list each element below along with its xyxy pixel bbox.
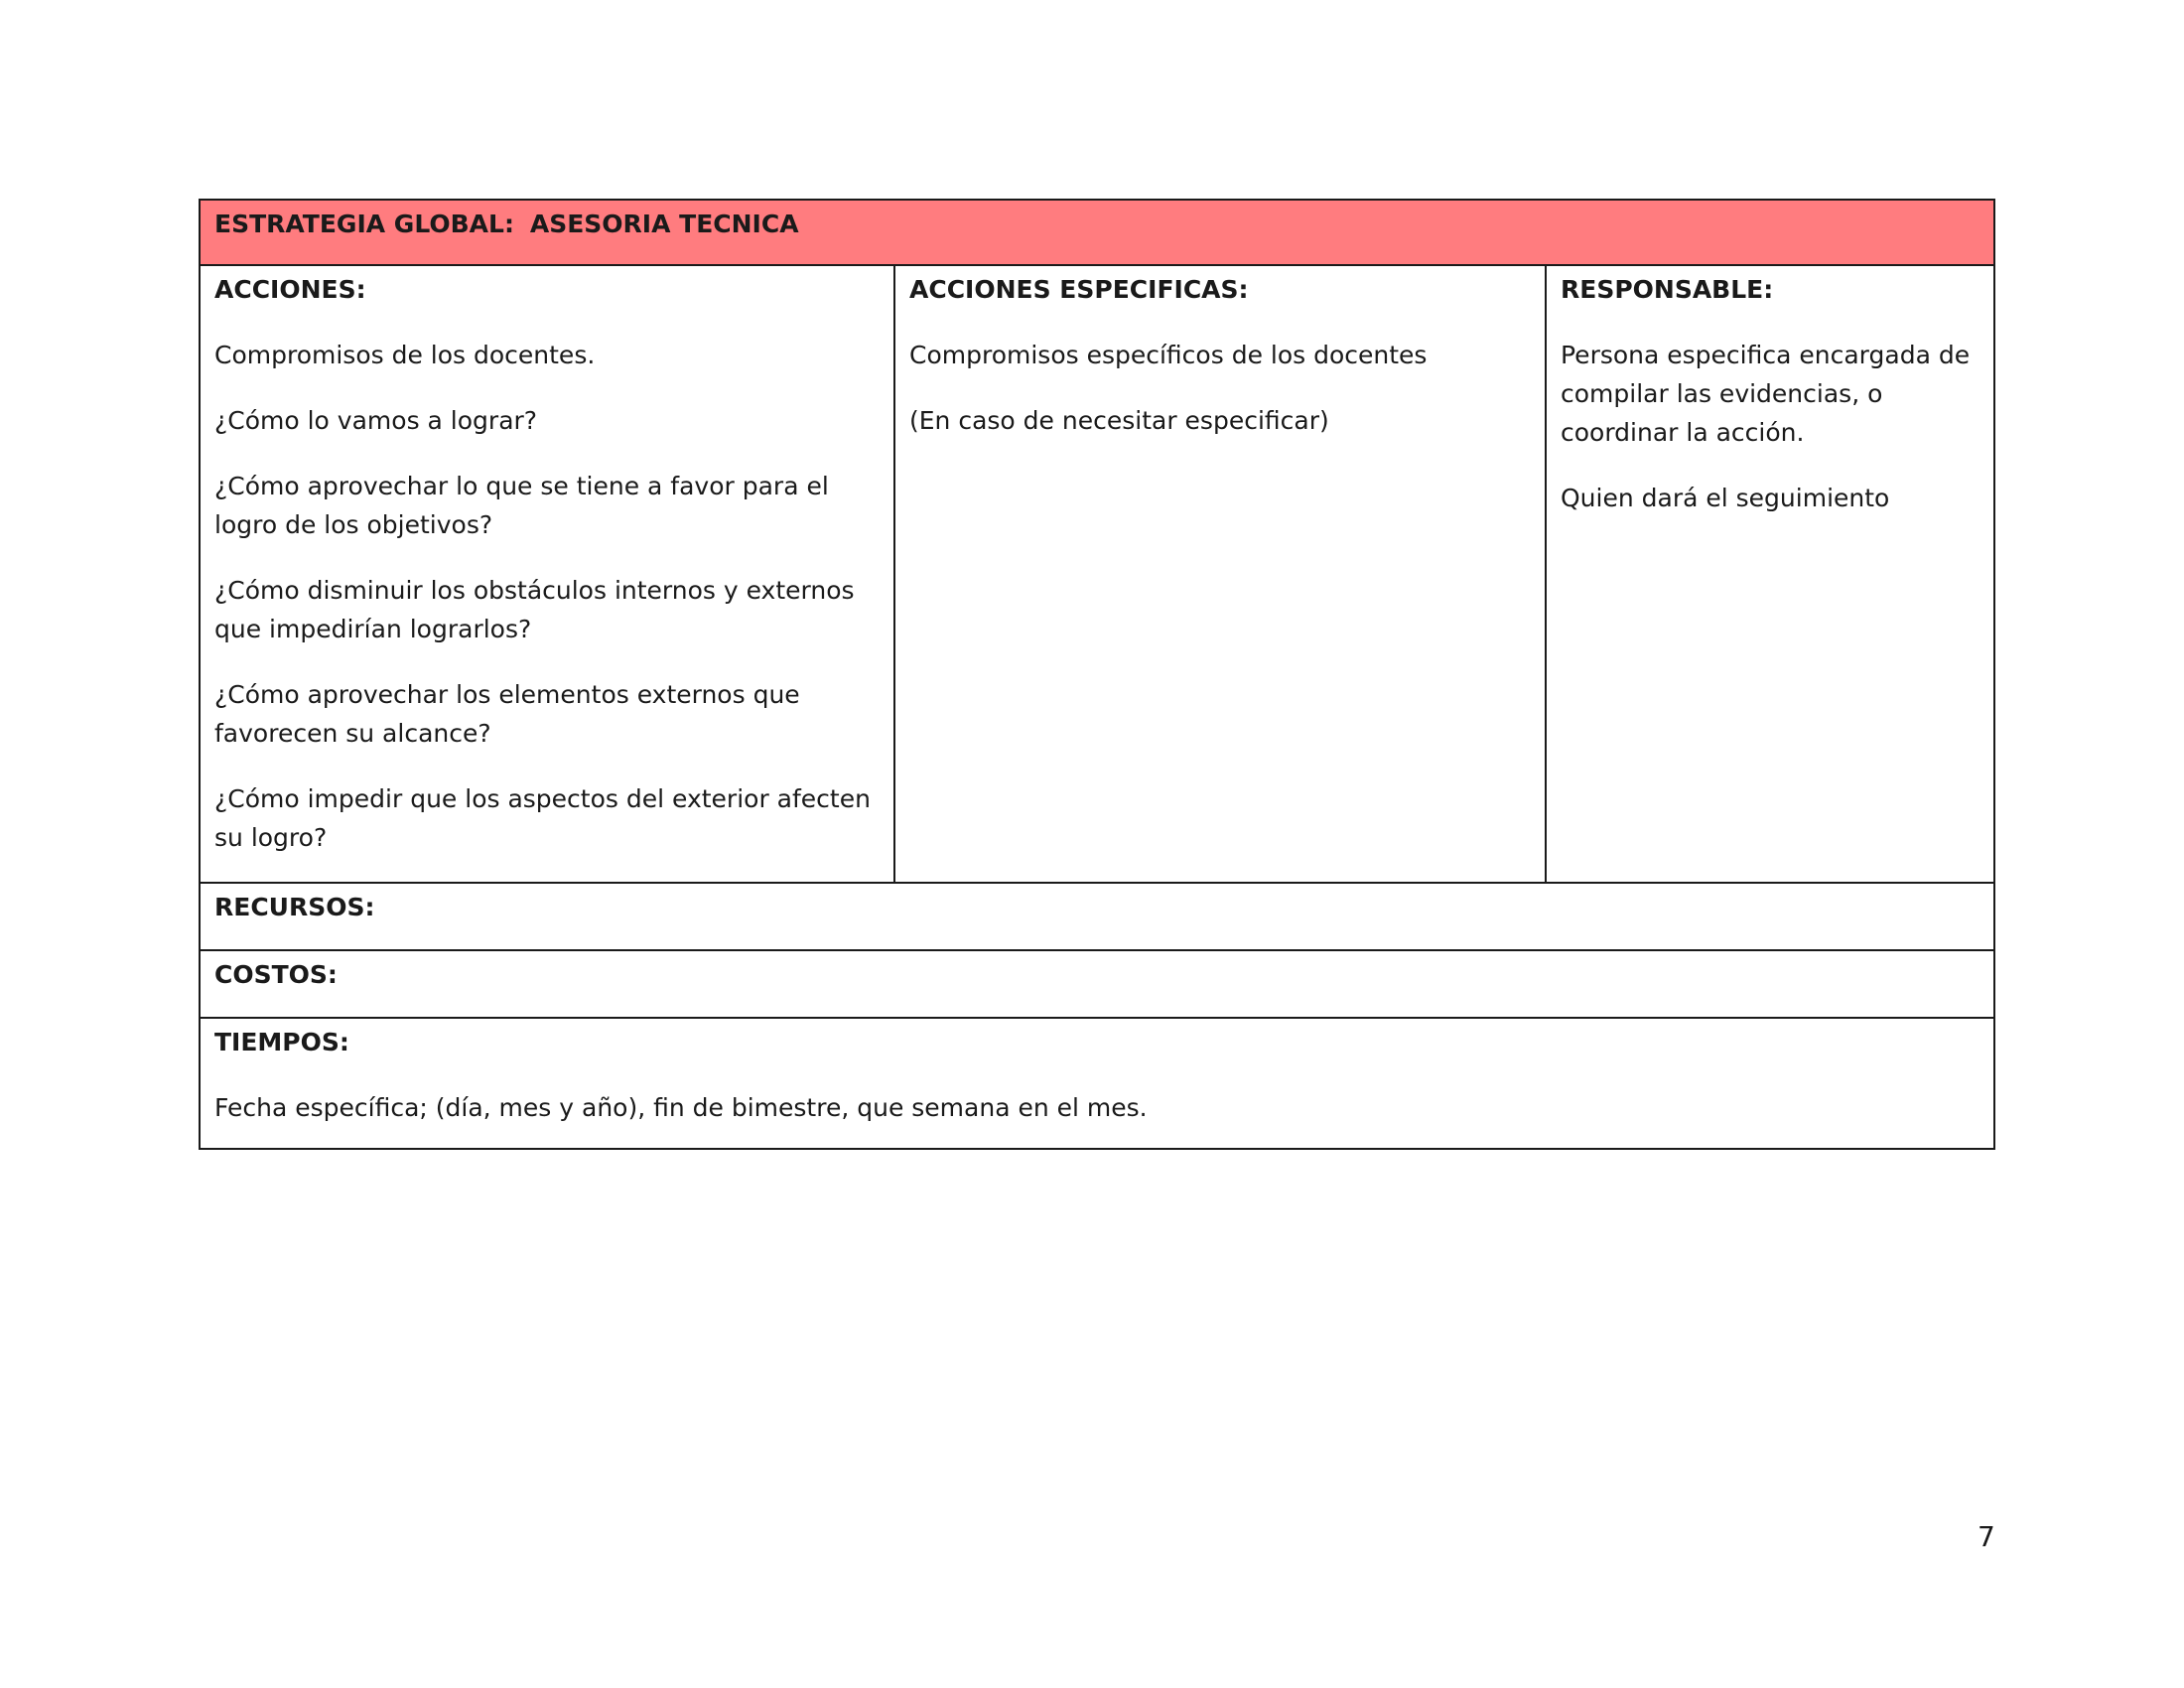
strategy-table [199, 199, 1995, 1150]
costos-row [200, 950, 1994, 1018]
acciones-item: ¿Cómo aprovechar lo que se tiene a favor para el logro de los objetivos? [214, 472, 829, 539]
acciones-especificas-label: ACCIONES ESPECIFICAS: [909, 275, 1249, 304]
acciones-label: ACCIONES: [214, 275, 366, 304]
acciones-item: ¿Cómo disminuir los obstáculos internos y externos que impedirían lograrlos? [214, 576, 855, 643]
acciones-especificas-item: (En caso de necesitar especificar) [909, 406, 1329, 435]
strategy-label: ESTRATEGIA GLOBAL: [214, 210, 514, 238]
tiempos-label: TIEMPOS: [214, 1028, 349, 1056]
tiempos-cell [200, 1018, 1994, 1149]
acciones-item: ¿Cómo aprovechar los elementos externos que favorecen su alcance? [214, 680, 800, 748]
strategy-value: ASESORIA TECNICA [529, 210, 799, 238]
page-number: 7 [1978, 1520, 1995, 1553]
responsable-cell [1546, 265, 1994, 883]
strategy-header-cell [200, 200, 1994, 265]
tiempos-row [200, 1018, 1994, 1149]
responsable-label: RESPONSABLE: [1561, 275, 1774, 304]
acciones-cell [200, 265, 894, 883]
acciones-item: ¿Cómo impedir que los aspectos del exterior afecten su logro? [214, 784, 871, 852]
responsable-item: Persona especifica encargada de compilar las evidencias, o coordinar la acción. [1561, 341, 1971, 447]
tiempos-text: Fecha específica; (día, mes y año), fin de bimestre, que semana en el mes. [214, 1093, 1148, 1122]
acciones-especificas-cell [894, 265, 1546, 883]
strategy-header-row [200, 200, 1994, 265]
recursos-cell [200, 883, 1994, 950]
acciones-item: ¿Cómo lo vamos a lograr? [214, 406, 538, 435]
recursos-label: RECURSOS: [214, 893, 375, 921]
recursos-row [200, 883, 1994, 950]
responsable-item: Quien dará el seguimiento [1561, 484, 1890, 512]
columns-row [200, 265, 1994, 883]
acciones-especificas-item: Compromisos específicos de los docentes [909, 341, 1428, 369]
costos-label: COSTOS: [214, 960, 338, 989]
costos-cell [200, 950, 1994, 1018]
acciones-item: Compromisos de los docentes. [214, 341, 596, 369]
